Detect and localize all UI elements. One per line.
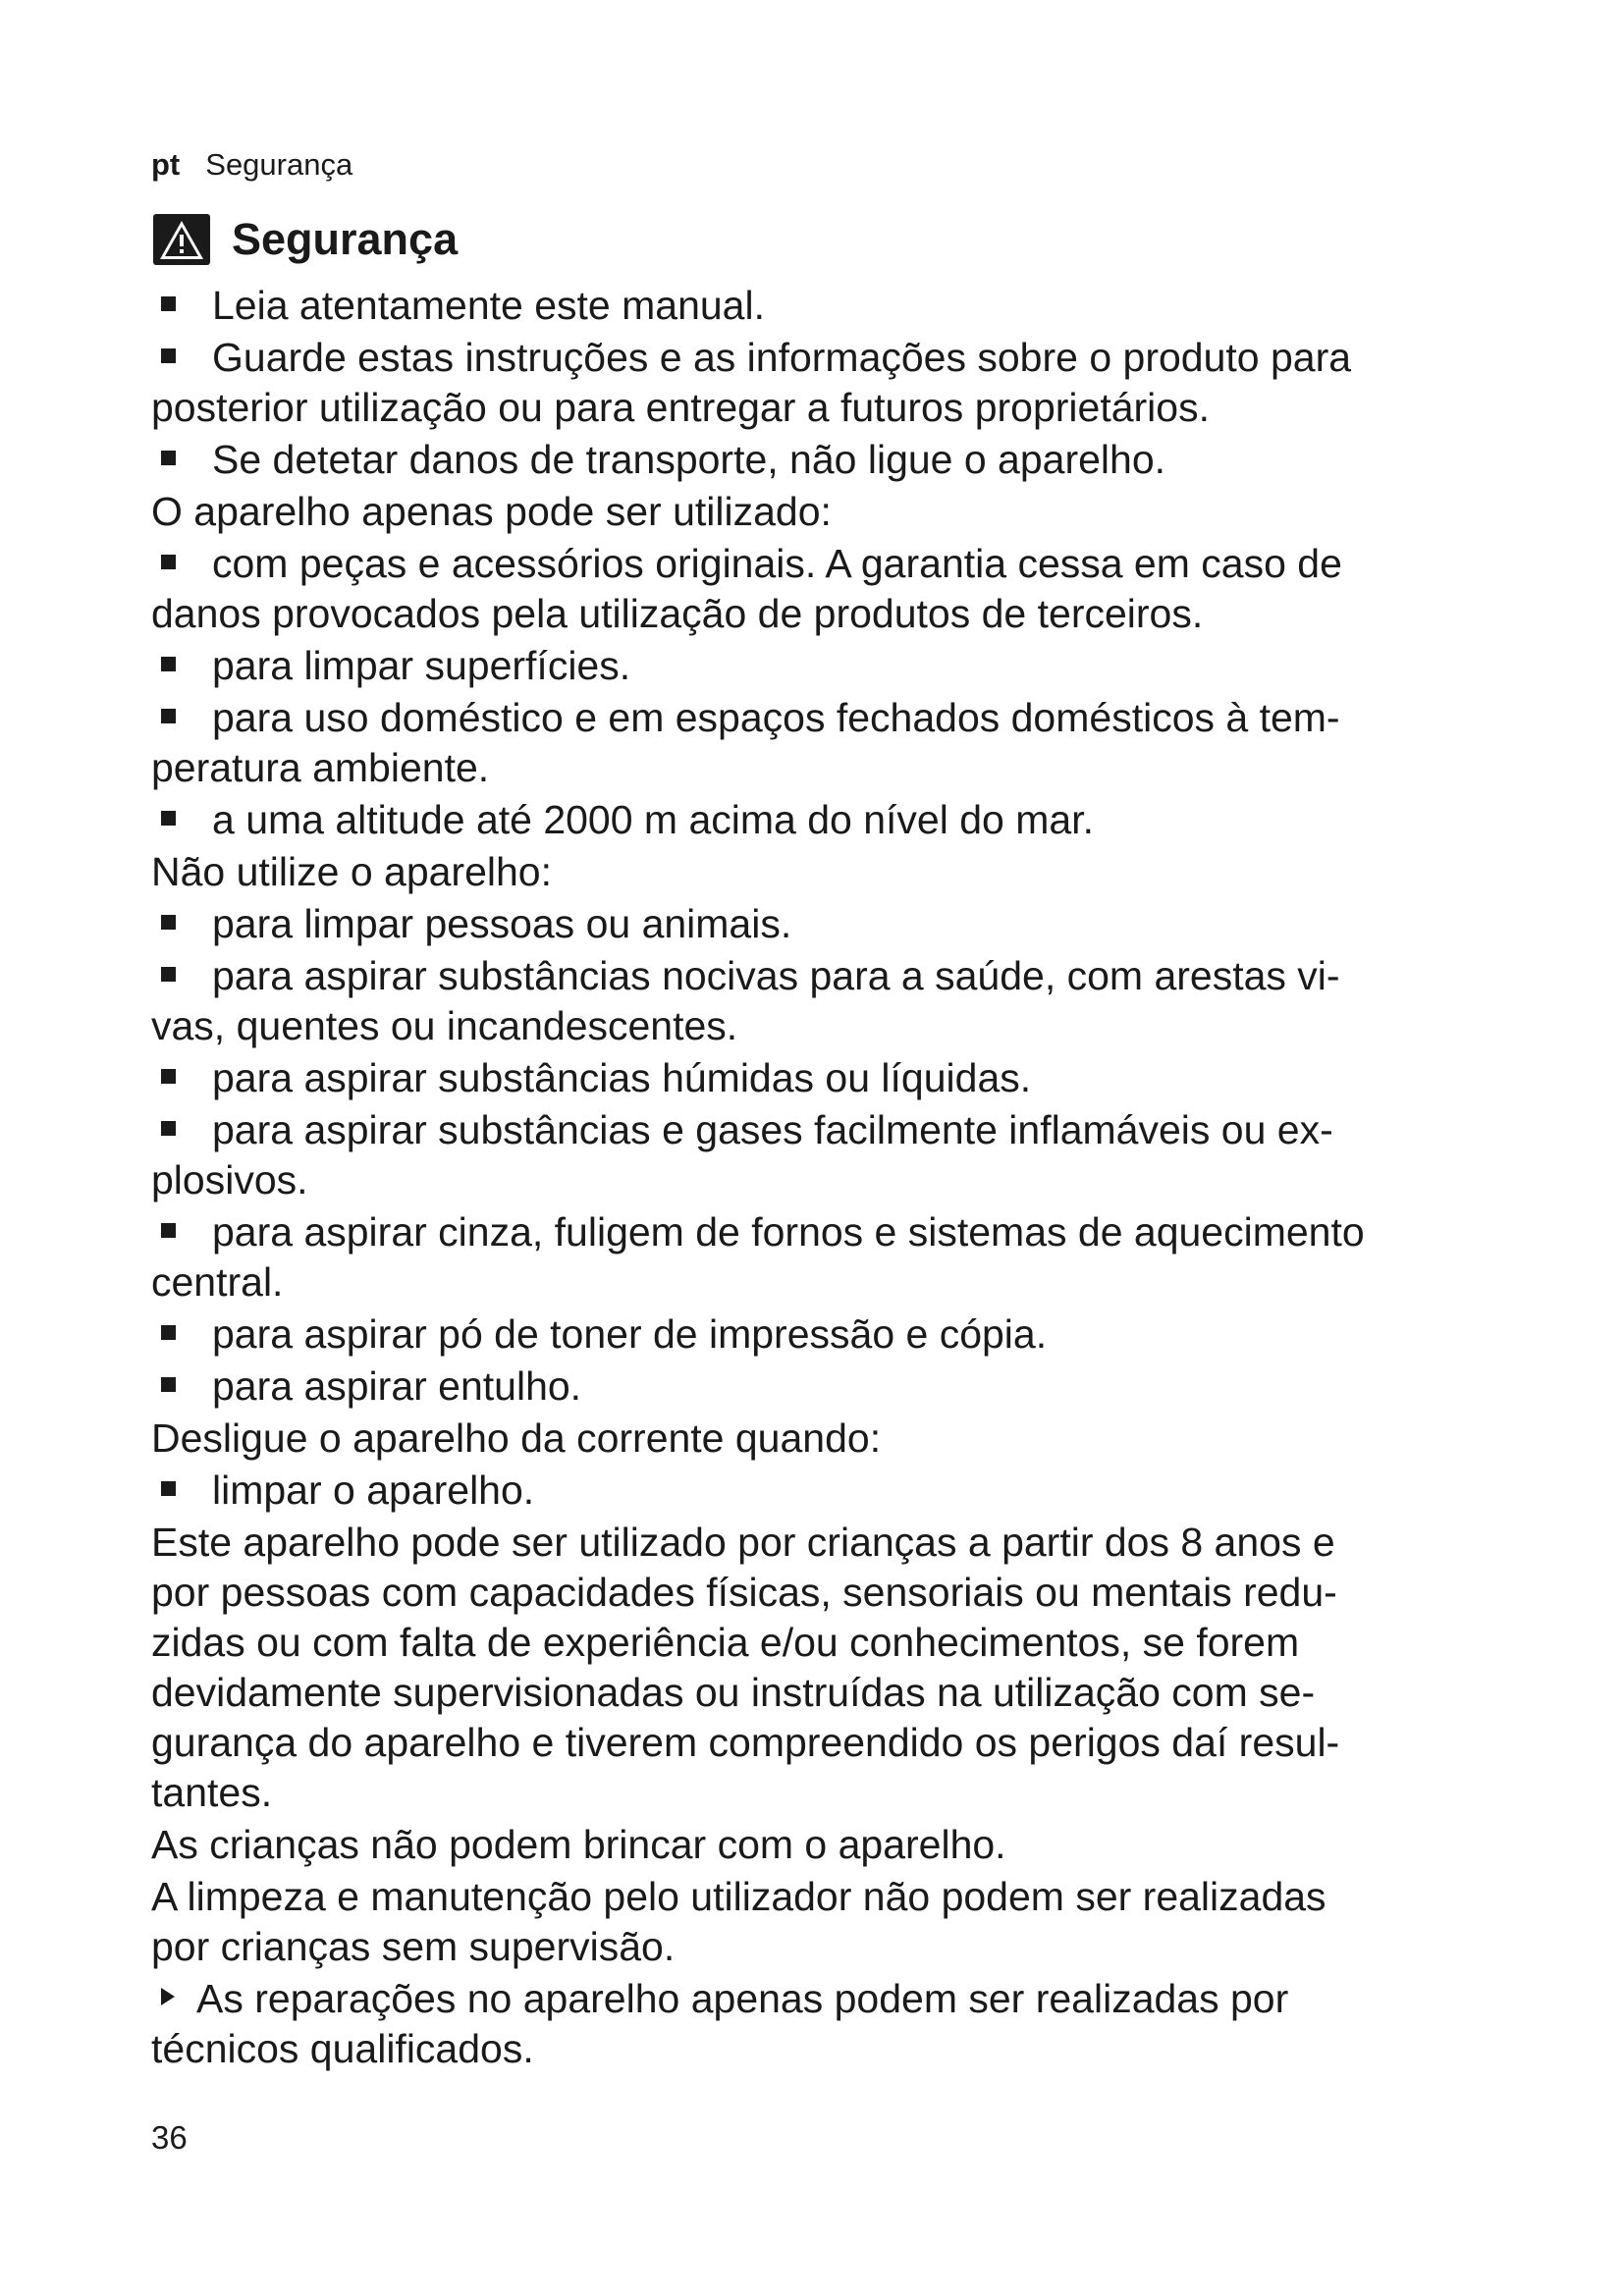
children-paragraph [151, 1518, 1526, 1818]
list-item-text: para aspirar cinza, fuligem de fornos e sistemas de aquecimento [212, 1209, 1365, 1255]
list-item [151, 1105, 1526, 1205]
square-bullet-icon [161, 296, 176, 311]
page-number: 36 [151, 2119, 188, 2156]
intro-paragraph: O aparelho apenas pode ser utilizado: [151, 489, 832, 534]
paragraph-line: por pessoas com capacidades físicas, sensoriais ou mentais redu- [151, 1570, 1337, 1615]
square-bullet-icon [161, 1121, 176, 1136]
square-bullet-icon [161, 348, 176, 363]
list-item-text: para aspirar substâncias húmidas ou líquidas. [212, 1055, 1032, 1100]
square-bullet-icon [161, 811, 176, 826]
square-bullet-icon [161, 1325, 176, 1340]
list-item [151, 539, 1526, 639]
warning-triangle-icon [151, 212, 212, 267]
list-item [151, 281, 1526, 331]
list-item-text: Se detetar danos de transporte, não ligue o aparelho. [212, 437, 1166, 482]
paragraph-line: Este aparelho pode ser utilizado por crianças a partir dos 8 anos e [151, 1520, 1335, 1565]
list-item [151, 795, 1526, 845]
list-item-text-continued: danos provocados pela utilização de produtos de terceiros. [151, 591, 1204, 636]
list-item-text: para aspirar pó de toner de impressão e cópia. [212, 1311, 1048, 1357]
list-item-text: para aspirar substâncias nocivas para a saúde, com arestas vi- [212, 953, 1340, 998]
paragraph-line: zidas ou com falta de experiência e/ou conhecimentos, se forem [151, 1620, 1300, 1665]
list-item [151, 899, 1526, 949]
square-bullet-icon [161, 1377, 176, 1392]
list-item-text: a uma altitude até 2000 m acima do nível do mar. [212, 797, 1094, 842]
running-header [151, 147, 352, 183]
list-item [151, 435, 1526, 485]
list-item [151, 951, 1526, 1051]
list-item [151, 641, 1526, 691]
paragraph-line: devidamente supervisionadas ou instruídas na utilização com se- [151, 1670, 1316, 1715]
list-item-text: para limpar pessoas ou animais. [212, 901, 792, 946]
square-bullet-icon [161, 915, 176, 930]
action-item-text: As reparações no aparelho apenas podem ser realizadas por [196, 1976, 1289, 2021]
list-item-text-continued: plosivos. [151, 1157, 308, 1202]
triangle-arrow-icon [161, 1988, 175, 2005]
section-title: Segurança [232, 214, 459, 264]
square-bullet-icon [161, 657, 176, 671]
intro-paragraph: Desligue o aparelho da corrente quando: [151, 1415, 882, 1461]
square-bullet-icon [161, 451, 176, 465]
list-item-text: para uso doméstico e em espaços fechados domésticos à tem- [212, 695, 1340, 740]
square-bullet-icon [161, 555, 176, 569]
list-item [151, 1309, 1526, 1360]
list-item-text-continued: peratura ambiente. [151, 745, 490, 790]
list-item [151, 693, 1526, 793]
list-item-text-continued: central. [151, 1259, 284, 1305]
square-bullet-icon [161, 1223, 176, 1238]
list-item [151, 1207, 1526, 1308]
list-item [151, 1053, 1526, 1103]
list-item [151, 1466, 1526, 1516]
maintenance-paragraph [151, 1872, 1526, 1972]
header-section: Segurança [205, 147, 353, 182]
list-item-text-continued: vas, quentes ou incandescentes. [151, 1003, 738, 1048]
children-play-paragraph: As crianças não podem brincar com o aparelho. [151, 1822, 1006, 1867]
list-item-text-continued: posterior utilização ou para entregar a futuros proprietários. [151, 385, 1210, 430]
list-item [151, 1362, 1526, 1412]
action-item [151, 1974, 1526, 2074]
paragraph-line: A limpeza e manutenção pelo utilizador não podem ser realizadas [151, 1874, 1326, 1919]
paragraph-line: gurança do aparelho e tiverem compreendido os perigos daí resul- [151, 1720, 1340, 1765]
list-item-text: Guarde estas instruções e as informações sobre o produto para [212, 335, 1352, 380]
square-bullet-icon [161, 709, 176, 723]
list-item-text: com peças e acessórios originais. A garantia cessa em caso de [212, 541, 1342, 586]
list-item-text: Leia atentamente este manual. [212, 283, 765, 328]
list-item-text: para aspirar substâncias e gases facilmente inflamáveis ou ex- [212, 1107, 1333, 1152]
action-item-text-continued: técnicos qualificados. [151, 2026, 534, 2071]
paragraph-line: por crianças sem supervisão. [151, 1924, 676, 1969]
safety-content [151, 281, 1526, 2076]
intro-paragraph: Não utilize o aparelho: [151, 849, 552, 894]
language-code: pt [151, 147, 181, 182]
section-title-row [151, 212, 458, 267]
paragraph-line: tantes. [151, 1770, 273, 1815]
list-item-text: para aspirar entulho. [212, 1363, 582, 1409]
list-item-text: limpar o aparelho. [212, 1468, 535, 1513]
square-bullet-icon [161, 967, 176, 982]
list-item [151, 333, 1526, 433]
square-bullet-icon [161, 1069, 176, 1084]
square-bullet-icon [161, 1481, 176, 1496]
list-item-text: para limpar superfícies. [212, 643, 631, 688]
